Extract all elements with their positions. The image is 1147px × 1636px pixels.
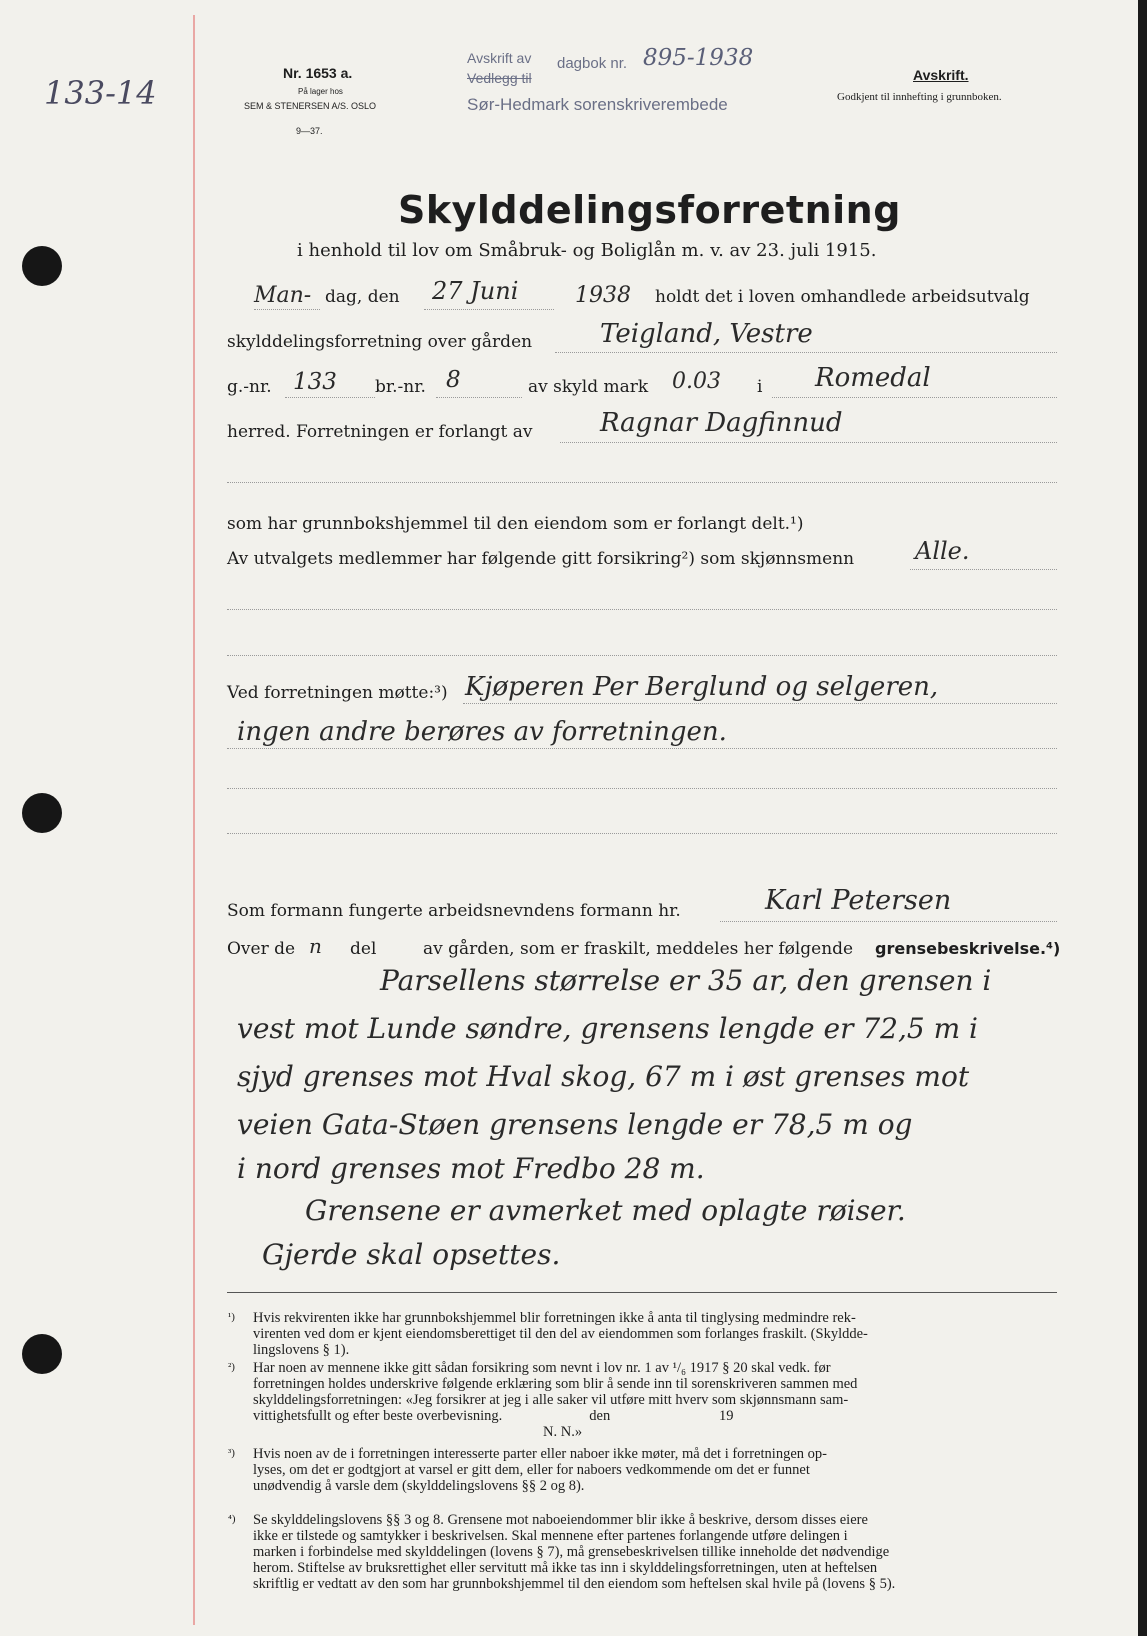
part-over-value: n (309, 934, 322, 958)
boundary-line: Parsellens størrelse er 35 ar, den grensen i (380, 964, 992, 997)
stamp-avskrift (467, 50, 531, 66)
boundary-line: Gjerde skal opsettes. (262, 1238, 561, 1271)
footnote-text: Har noen av mennene ikke gitt sådan forsikring som nevnt i lov nr. 1 av ¹/₆ 1917 § 20 skal vedk. før forretningen holdes underskrive følgende erklæring som blir å sende inn til sorenskriveren sammen med skylddelingsforretningen: «Jeg forsikrer at jeg i alle saker vil utføre mitt hverv som skjønnsmann sam- vittighetsfullt og efter beste overbevisning. den 19 N. N.» (253, 1360, 858, 1440)
stamp-avskrift-label: Avskrift av (467, 50, 532, 66)
farm-name: Teigland, Vestre (600, 319, 813, 349)
attendees-label: Ved forretningen møtte:³) (227, 683, 448, 703)
boundary-title: grensebeskrivelse.⁴) (875, 939, 1061, 958)
footnote-number: ²) (228, 1361, 235, 1373)
blank-line (227, 788, 1057, 789)
over-farm-label: skylddelingsforretning over gården (227, 332, 533, 352)
punch-hole (22, 1334, 62, 1374)
blank-line (227, 748, 1057, 749)
day-suffix-label: dag, den (325, 287, 400, 307)
form-publisher: SEM & STENERSEN A/S. OSLO (244, 101, 377, 111)
date-handwritten: 27 Juni (432, 277, 519, 305)
stamp-dagbok: dagbok nr. (557, 55, 628, 72)
skyld-label: av skyld mark (528, 377, 649, 397)
punch-hole (22, 793, 62, 833)
chairman-name: Karl Petersen (765, 885, 952, 916)
day-handwritten: Man- (254, 283, 312, 308)
blank-day (254, 309, 320, 310)
blank-chairman (720, 921, 1057, 922)
boundary-line: veien Gata-Støen grensens lengde er 78,5 m og (237, 1108, 913, 1141)
boundary-line: vest mot Lunde søndre, grensens lengde er 72,5 m i (237, 1012, 979, 1045)
blank-requested (560, 442, 1057, 443)
members-value: Alle. (915, 537, 970, 565)
footnote-text: Hvis noen av de i forretningen interesserte parter eller naboer ikke møter, må det i forretningen op- lyses, om det er godtgjort at varsel er gitt dem, eller for naboers vedkommende om det er funnet unødvendig å varsle dem (skylddelingslovens §§ 2 og 8). (253, 1446, 827, 1494)
boundary-line: sjyd grenses mot Hval skog, 67 m i øst grenses mot (237, 1060, 970, 1093)
held-label: holdt det i loven omhandlede arbeidsutvalg (655, 287, 1030, 307)
chairman-label: Som formann fungerte arbeidsnevndens formann hr. (227, 901, 681, 921)
avskrift-note: Godkjent til innhefting i grunnboken. (837, 91, 1002, 103)
requested-by-label: herred. Forretningen er forlangt av (227, 422, 533, 442)
blank-members (910, 569, 1057, 570)
footnote-number: ³) (228, 1447, 235, 1459)
boundary-line: Grensene er avmerket med oplagte røiser. (305, 1194, 906, 1227)
bnr-value: 8 (446, 367, 461, 393)
stamp-struck: Vedlegg til (467, 70, 532, 86)
blank-line (227, 655, 1057, 656)
blank-line (227, 609, 1057, 610)
dagbok-number: 895-1938 (643, 45, 754, 71)
blank-gnr (285, 397, 375, 398)
avskrift-title: Avskrift. (913, 67, 969, 83)
footnote-divider (227, 1292, 1057, 1293)
title-deed-label: som har grunnbokshjemmel til den eiendom som er forlangt delt.¹) (227, 514, 804, 534)
skyld-value: 0.03 (672, 369, 721, 394)
margin-line (193, 15, 195, 1625)
form-number: Nr. 1653 a. (283, 65, 353, 81)
attendees-line1: Kjøperen Per Berglund og selgeren, (465, 672, 939, 702)
footnote-text: Hvis rekvirenten ikke har grunnbokshjemmel blir forretningen ikke å anta til tinglysing medmindre rek- virenten ved dom er kjent eiendomsberettiget til den del av eiendommen som forlanges fraskilt. (Skyldde- lingslovens § 1). (253, 1310, 868, 1358)
gnr-value: 133 (293, 369, 337, 395)
blank-bnr (436, 397, 522, 398)
members-label: Av utvalgets medlemmer har følgende gitt forsikring²) som skjønnsmenn (227, 549, 855, 569)
archive-number: 133-14 (44, 74, 157, 112)
footnote-number: ⁴) (228, 1513, 236, 1525)
blank-municipality (772, 397, 1057, 398)
requested-by: Ragnar Dagfinnud (600, 408, 843, 438)
document-title: Skylddelingsforretning (398, 188, 901, 232)
form-source: På lager hos (298, 87, 343, 96)
blank-date (424, 309, 554, 310)
gnr-label: g.-nr. (227, 377, 272, 397)
in-label: i (757, 377, 763, 397)
blank-attendees (463, 703, 1057, 704)
footnote-text: Se skylddelingslovens §§ 3 og 8. Grensene mot naboeiendommer blir ikke å beskrive, dersom disses eiere ikke er tilstede og samtykker i beskrivelsen. Skal mennene efter partenes forlangende utføre delingen i marken i forbindelse med skylddelingen (lovens § 7), må grensebeskrivelsen tillike inneholde det nødvendige herom. Stiftelse av bruksrettighet eller servitutt må ikke tas inn i skylddelingsforretningen, uten at heftelsen skriftlig er vedtatt av den som har grunnbokshjemmel til den eiendom som heftelsen skal hvile på (lovens § 5). (253, 1512, 896, 1592)
form-date: 9—37. (296, 126, 323, 136)
part-of-farm-label: av gården, som er fraskilt, meddeles her følgende (423, 939, 854, 959)
blank-farm (555, 352, 1057, 353)
boundary-line: i nord grenses mot Fredbo 28 m. (237, 1152, 705, 1185)
part-over-label: Over de (227, 939, 296, 959)
year-handwritten: 1938 (575, 283, 631, 308)
bnr-label: br.-nr. (375, 377, 426, 397)
municipality: Romedal (815, 363, 931, 393)
document-subtitle: i henhold til lov om Småbruk- og Boliglån m. v. av 23. juli 1915. (297, 240, 877, 261)
footnote-number: ¹) (228, 1311, 235, 1323)
blank-line (227, 482, 1057, 483)
blank-line (227, 833, 1057, 834)
stamp-office: Sør-Hedmark sorenskriverembede (467, 95, 728, 114)
part-label: del (350, 939, 377, 959)
attendees-line2: ingen andre berøres av forretningen. (237, 717, 727, 747)
punch-hole (22, 246, 62, 286)
